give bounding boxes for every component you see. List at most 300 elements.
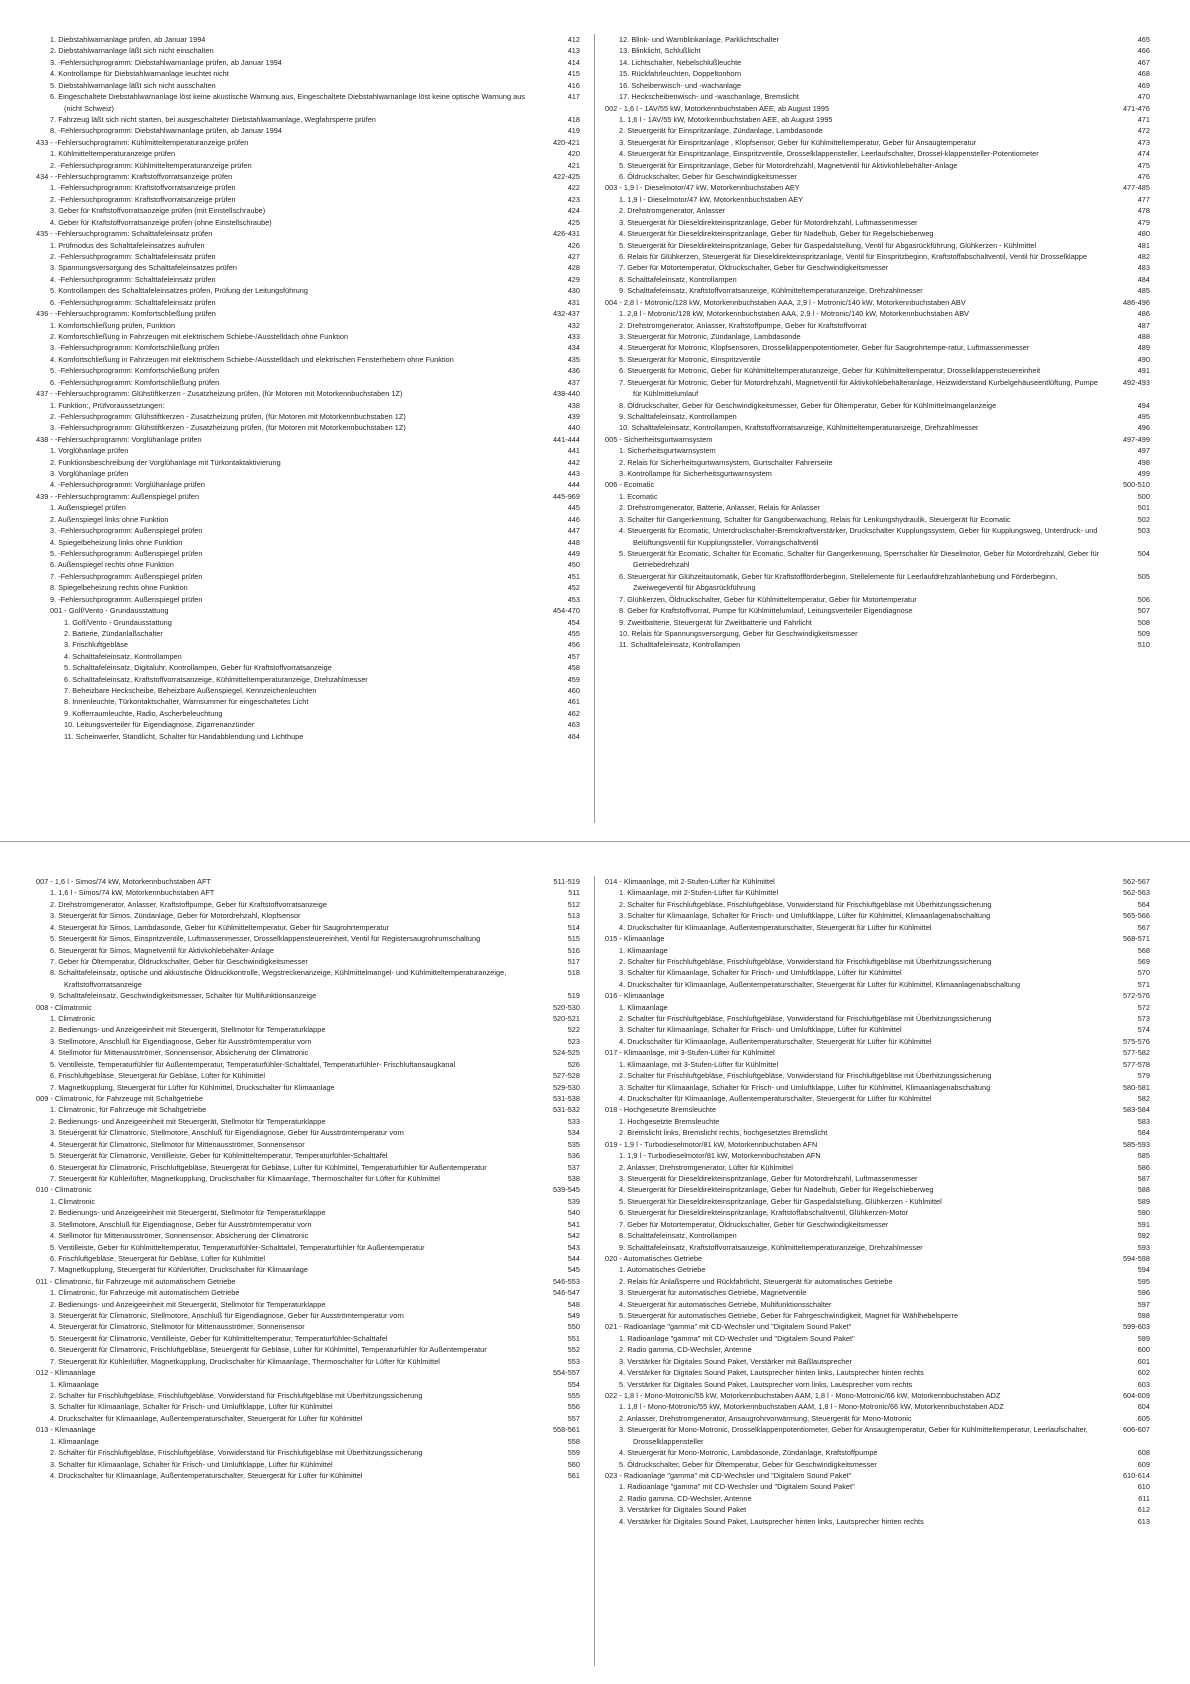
toc-entry[interactable] <box>36 548 580 559</box>
toc-entry[interactable] <box>36 34 580 45</box>
toc-entry-page-number: 531-538 <box>552 1094 580 1104</box>
toc-entry[interactable] <box>605 1070 1150 1081</box>
toc-entry-page-number: 431 <box>567 297 580 307</box>
toc-entry[interactable] <box>605 1230 1150 1241</box>
toc-entry[interactable] <box>36 354 580 365</box>
toc-entry-page-number: 476 <box>1137 172 1150 182</box>
toc-entry[interactable] <box>605 594 1150 605</box>
toc-entry[interactable] <box>605 297 1150 308</box>
toc-entry[interactable] <box>36 1367 580 1378</box>
toc-entry-page-number: 487 <box>1137 320 1150 330</box>
toc-entry[interactable] <box>36 1470 580 1481</box>
toc-entry[interactable] <box>36 571 580 582</box>
toc-entry[interactable] <box>36 582 580 593</box>
toc-entry[interactable] <box>36 1013 580 1024</box>
toc-entry[interactable] <box>36 719 580 730</box>
toc-entry[interactable] <box>36 308 580 319</box>
toc-entry-page-number: 598 <box>1137 1311 1150 1321</box>
toc-entry[interactable] <box>36 1310 580 1321</box>
toc-entry[interactable] <box>36 956 580 967</box>
toc-entry-title: 016 - Klimaanlage <box>605 991 665 1001</box>
toc-entry[interactable] <box>36 1127 580 1138</box>
toc-entry-title: 5. Verstärker für Digitales Sound Paket, Lautsprecher vorn links, Lautsprecher vorn rechts <box>619 1379 913 1389</box>
toc-entry[interactable] <box>36 1242 580 1253</box>
toc-entry[interactable] <box>605 354 1150 365</box>
toc-entry[interactable] <box>36 617 580 628</box>
toc-entry[interactable] <box>605 457 1150 468</box>
toc-entry[interactable] <box>605 1470 1150 1481</box>
toc-entry[interactable] <box>36 1401 580 1412</box>
toc-entry[interactable] <box>605 1516 1150 1527</box>
toc-entry-title: 2. Relais für Sicherheitsgurtwarnsystem, Gurtschalter Fahrerseite <box>619 457 833 467</box>
toc-entry-page-number: 558 <box>567 1436 580 1446</box>
toc-entry-page-number: 443 <box>567 469 580 479</box>
toc-entry[interactable] <box>36 1436 580 1447</box>
toc-entry-title: 019 - 1,9 l - Turbodieselmotor/81 kW, Motorkennbuchstaben AFN <box>605 1139 818 1149</box>
toc-entry[interactable] <box>605 1504 1150 1515</box>
toc-entry[interactable] <box>605 514 1150 525</box>
toc-entry-title: 4. Steuergerät für Motronic, Klopfsensoren, Drosselklappenpotentiometer, Geber für Saugrohrtempe-ratur, Luftmassenmesser <box>619 343 1030 353</box>
toc-entry[interactable] <box>605 182 1150 193</box>
toc-entry[interactable] <box>605 1082 1150 1093</box>
toc-entry[interactable] <box>605 342 1150 353</box>
toc-entry-title: 9. Schalttafeleinsatz, Kraftstoffvorratsanzeige, Kühlmitteltemperaturanzeige, Drehzahlmesser <box>619 286 923 296</box>
toc-entry[interactable] <box>36 342 580 353</box>
toc-entry[interactable] <box>605 1299 1150 1310</box>
toc-entry[interactable] <box>605 1287 1150 1298</box>
toc-entry[interactable] <box>36 1390 580 1401</box>
toc-entry[interactable] <box>605 605 1150 616</box>
toc-entry-title: 2. Bedienungs- und Anzeigeeinheit mit Steuergerät, Stellmotor für Temperaturklappe <box>50 1116 326 1126</box>
toc-entry-title: 1. Klimaanlage, mit 2-Stufen-Lüfter für Kühlmittel <box>619 888 779 898</box>
toc-entry[interactable] <box>36 1002 580 1013</box>
toc-entry[interactable] <box>36 217 580 228</box>
toc-entry[interactable] <box>36 1070 580 1081</box>
toc-entry[interactable] <box>605 1459 1150 1470</box>
toc-entry-page-number: 438-440 <box>552 389 580 399</box>
toc-entry-page-number: 542 <box>567 1231 580 1241</box>
toc-entry[interactable] <box>605 617 1150 628</box>
toc-entry[interactable] <box>605 262 1150 273</box>
toc-entry[interactable] <box>605 1047 1150 1058</box>
toc-list <box>36 34 580 742</box>
toc-entry[interactable] <box>605 137 1150 148</box>
toc-entry[interactable] <box>36 331 580 342</box>
toc-entry-page-number: 505 <box>1137 571 1150 581</box>
toc-entry[interactable] <box>36 1196 580 1207</box>
toc-entry[interactable] <box>36 1413 580 1424</box>
toc-entry[interactable] <box>36 1219 580 1230</box>
toc-entry[interactable] <box>605 240 1150 251</box>
toc-entry[interactable] <box>36 1184 580 1195</box>
toc-entry[interactable] <box>36 57 580 68</box>
toc-entry[interactable] <box>36 887 580 898</box>
toc-entry[interactable] <box>36 1116 580 1127</box>
toc-entry[interactable] <box>605 1344 1150 1355</box>
toc-entry-title: 4. Schalttafeleinsatz, Kontrollampen <box>64 651 182 661</box>
toc-entry[interactable] <box>605 422 1150 433</box>
toc-entry[interactable] <box>36 320 580 331</box>
toc-entry-title: 3. Schalter für Klimaanlage, Schalter für Frisch- und Umluftklappe, Lüfter für Kühlmittel <box>619 1025 902 1035</box>
toc-entry-page-number: 511-519 <box>553 877 580 886</box>
toc-entry[interactable] <box>605 1310 1150 1321</box>
toc-entry[interactable] <box>36 240 580 251</box>
toc-entry[interactable] <box>36 1253 580 1264</box>
toc-entry[interactable] <box>36 160 580 171</box>
toc-entry-title: 1. Klimaanlage <box>50 1436 99 1446</box>
toc-entry-title: 5. Kontrollampen des Schalttafeleinsatzes prüfen, Prüfung der Leitungsführung <box>50 286 308 296</box>
toc-entry[interactable] <box>36 967 580 990</box>
toc-entry[interactable] <box>605 1024 1150 1035</box>
toc-entry-page-number: 583 <box>1137 1116 1150 1126</box>
toc-entry[interactable] <box>605 1242 1150 1253</box>
toc-entry[interactable] <box>36 628 580 639</box>
toc-entry-title: 015 - Klimaanlage <box>605 934 665 944</box>
toc-entry[interactable] <box>36 1047 580 1058</box>
toc-entry[interactable] <box>605 910 1150 921</box>
toc-entry[interactable] <box>605 1356 1150 1367</box>
toc-entry[interactable] <box>36 910 580 921</box>
toc-entry[interactable] <box>605 1173 1150 1184</box>
toc-entry[interactable] <box>605 160 1150 171</box>
toc-entry-title: 433 - -Fehlersuchprogramm: Kühlmitteltemperaturanzeige prüfen <box>36 137 249 147</box>
toc-entry[interactable] <box>36 1356 580 1367</box>
toc-entry[interactable] <box>36 514 580 525</box>
toc-entry[interactable] <box>36 251 580 262</box>
toc-entry[interactable] <box>36 1104 580 1115</box>
toc-entry[interactable] <box>605 1493 1150 1504</box>
toc-entry-title: 15. Rückfahrleuchten, Doppeltonhorn <box>619 69 742 79</box>
toc-entry[interactable] <box>36 1321 580 1332</box>
toc-entry[interactable] <box>36 171 580 182</box>
toc-entry[interactable] <box>36 205 580 216</box>
toc-entry-title: 2. Radio gamma, CD-Wechsler, Antenne <box>619 1345 752 1355</box>
toc-entry[interactable] <box>605 1481 1150 1492</box>
toc-entry-page-number: 460 <box>567 686 580 696</box>
toc-entry[interactable] <box>36 400 580 411</box>
toc-entry[interactable] <box>36 651 580 662</box>
toc-entry[interactable] <box>605 365 1150 376</box>
toc-entry[interactable] <box>605 1321 1150 1332</box>
toc-entry[interactable] <box>36 274 580 285</box>
toc-entry[interactable] <box>36 605 580 616</box>
toc-entry[interactable] <box>36 708 580 719</box>
toc-entry[interactable] <box>36 899 580 910</box>
toc-entry-page-number: 501 <box>1137 503 1150 513</box>
toc-entry[interactable] <box>36 285 580 296</box>
toc-entry-title: 2. Bedienungs- und Anzeigeeinheit mit Steuergerät, Stellmotor für Temperaturklappe <box>50 1299 326 1309</box>
toc-entry-page-number: 448 <box>567 537 580 547</box>
toc-entry[interactable] <box>36 137 580 148</box>
toc-entry[interactable] <box>605 400 1150 411</box>
toc-entry-title: 3. -Fehlersuchprogramm: Diebstahlwarnanlage prüfen, ab Januar 1994 <box>50 57 282 67</box>
toc-entry[interactable] <box>605 1447 1150 1458</box>
toc-entry[interactable] <box>605 922 1150 933</box>
toc-entry[interactable] <box>36 696 580 707</box>
toc-entry-page-number: 572 <box>1137 1002 1150 1012</box>
toc-entry[interactable] <box>605 1093 1150 1104</box>
toc-entry[interactable] <box>605 525 1150 548</box>
toc-entry[interactable] <box>36 1173 580 1184</box>
toc-entry-page-number: 551 <box>567 1333 580 1343</box>
toc-entry[interactable] <box>605 479 1150 490</box>
toc-entry[interactable] <box>36 1333 580 1344</box>
toc-entry[interactable] <box>605 1196 1150 1207</box>
toc-entry[interactable] <box>605 1401 1150 1412</box>
toc-entry[interactable] <box>605 285 1150 296</box>
toc-entry[interactable] <box>605 171 1150 182</box>
toc-entry-page-number: 599-603 <box>1122 1322 1150 1332</box>
toc-entry[interactable] <box>605 308 1150 319</box>
toc-entry[interactable] <box>36 1287 580 1298</box>
toc-entry[interactable] <box>36 262 580 273</box>
toc-entry[interactable] <box>605 1367 1150 1378</box>
toc-entry[interactable] <box>36 445 580 456</box>
toc-entry[interactable] <box>36 457 580 468</box>
toc-entry[interactable] <box>36 1093 580 1104</box>
toc-entry[interactable] <box>605 1013 1150 1024</box>
toc-entry-page-number: 520-530 <box>552 1002 580 1012</box>
toc-entry[interactable] <box>36 537 580 548</box>
toc-entry[interactable] <box>36 68 580 79</box>
toc-entry[interactable] <box>36 1036 580 1047</box>
toc-entry[interactable] <box>36 479 580 490</box>
toc-entry-page-number: 463 <box>567 720 580 730</box>
toc-entry[interactable] <box>605 1184 1150 1195</box>
toc-entry[interactable] <box>36 411 580 422</box>
toc-entry[interactable] <box>36 559 580 570</box>
toc-entry-page-number: 478 <box>1137 206 1150 216</box>
toc-entry[interactable] <box>605 628 1150 639</box>
toc-entry[interactable] <box>605 548 1150 571</box>
toc-entry[interactable] <box>36 990 580 1001</box>
toc-entry[interactable] <box>36 365 580 376</box>
toc-entry[interactable] <box>36 1299 580 1310</box>
toc-entry[interactable] <box>605 148 1150 159</box>
toc-entry[interactable] <box>605 205 1150 216</box>
toc-entry-page-number: 549 <box>567 1311 580 1321</box>
toc-entry[interactable] <box>605 1059 1150 1070</box>
toc-entry[interactable] <box>605 1036 1150 1047</box>
toc-entry[interactable] <box>605 979 1150 990</box>
toc-entry[interactable] <box>605 876 1150 887</box>
toc-entry[interactable] <box>36 1459 580 1470</box>
toc-entry-title: 4. Geber für Kraftstoffvorratsanzeige prüfen (ohne Einstellschraube) <box>50 217 272 227</box>
toc-entry[interactable] <box>605 125 1150 136</box>
toc-entry[interactable] <box>36 125 580 136</box>
toc-entry[interactable] <box>605 502 1150 513</box>
toc-entry[interactable] <box>605 899 1150 910</box>
toc-entry-page-number: 445-969 <box>552 491 580 501</box>
toc-entry[interactable] <box>605 434 1150 445</box>
toc-entry[interactable] <box>605 956 1150 967</box>
toc-entry[interactable] <box>36 114 580 125</box>
toc-entry[interactable] <box>36 1379 580 1390</box>
toc-entry[interactable] <box>605 1127 1150 1138</box>
toc-entry-title: 3. Stellmotore, Anschluß für Eigendiagnose, Geber für Ausströmtemperatur vorn <box>50 1219 312 1229</box>
toc-entry-page-number: 412 <box>567 35 580 44</box>
toc-entry[interactable] <box>36 1059 580 1070</box>
toc-entry[interactable] <box>36 228 580 239</box>
toc-entry-page-number: 514 <box>567 922 580 932</box>
toc-entry[interactable] <box>36 91 580 114</box>
toc-entry-page-number: 464 <box>567 731 580 741</box>
toc-entry[interactable] <box>605 1276 1150 1287</box>
toc-entry-title: 7. Geber für Motortemperatur, Öldruckschalter, Geber für Geschwindigkeitsmesser <box>619 263 889 273</box>
toc-entry-page-number: 422 <box>567 183 580 193</box>
toc-entry-title: 3. Schalter für Klimaanlage, Schalter für Frisch- und Umluftklappe, Lüfter für Kühlmittel <box>50 1459 333 1469</box>
toc-entry-page-number: 585-593 <box>1122 1139 1150 1149</box>
toc-entry-title: 3. Steuergerät für Dieseldirekteinspritzanlage, Geber für Motordrehzahl, Luftmassenmesser <box>619 1173 918 1183</box>
toc-entry-title: 3. Steuergerät für Motronic, Zündanlage, Lambdasonde <box>619 331 801 341</box>
toc-entry-title: 1. Diebstahlwarnanlage prüfen, ab Januar 1994 <box>50 35 206 44</box>
toc-entry[interactable] <box>605 1390 1150 1401</box>
toc-entry[interactable] <box>605 1333 1150 1344</box>
toc-entry-title: 3. Verstärker für Digitales Sound Paket, Verstärker mit Baßlautsprecher <box>619 1356 852 1366</box>
toc-entry[interactable] <box>36 491 580 502</box>
toc-entry[interactable] <box>36 876 580 887</box>
toc-entry[interactable] <box>36 1344 580 1355</box>
toc-entry[interactable] <box>36 194 580 205</box>
toc-entry[interactable] <box>36 1264 580 1275</box>
toc-entry-title: 2. Drehstromgenerator, Anlasser, Kraftstoffpumpe, Geber für Kraftstoffvorrat <box>619 320 867 330</box>
toc-entry-page-number: 428 <box>567 263 580 273</box>
toc-entry[interactable] <box>36 388 580 399</box>
toc-entry[interactable] <box>36 1230 580 1241</box>
toc-entry[interactable] <box>36 182 580 193</box>
toc-entry-page-number: 456 <box>567 640 580 650</box>
toc-entry[interactable] <box>36 297 580 308</box>
toc-entry-page-number: 594-598 <box>1122 1253 1150 1263</box>
toc-entry-title: 2. -Fehlersuchprogramm: Kraftstoffvorratsanzeige prüfen <box>50 194 236 204</box>
toc-entry[interactable] <box>36 1424 580 1435</box>
toc-list <box>605 34 1150 651</box>
toc-entry[interactable] <box>36 731 580 742</box>
toc-entry-title: 6. Frischluftgebläse, Steuergerät für Gebläse, Lüfter für Kühlmittel <box>50 1071 266 1081</box>
toc-entry[interactable] <box>36 422 580 433</box>
toc-entry[interactable] <box>605 933 1150 944</box>
toc-entry[interactable] <box>605 571 1150 594</box>
toc-entry[interactable] <box>36 1082 580 1093</box>
toc-entry[interactable] <box>605 1219 1150 1230</box>
toc-entry[interactable] <box>605 1424 1150 1447</box>
toc-entry[interactable] <box>605 34 1150 45</box>
toc-entry[interactable] <box>36 662 580 673</box>
toc-entry[interactable] <box>36 674 580 685</box>
toc-entry[interactable] <box>605 491 1150 502</box>
toc-entry[interactable] <box>605 411 1150 422</box>
toc-entry[interactable] <box>36 525 580 536</box>
toc-entry[interactable] <box>36 594 580 605</box>
toc-entry[interactable] <box>605 251 1150 262</box>
toc-entry[interactable] <box>36 1024 580 1035</box>
toc-entry[interactable] <box>36 468 580 479</box>
toc-entry[interactable] <box>605 887 1150 898</box>
toc-entry[interactable] <box>605 1413 1150 1424</box>
toc-entry[interactable] <box>605 1116 1150 1127</box>
toc-entry-page-number: 441 <box>567 446 580 456</box>
toc-entry[interactable] <box>605 320 1150 331</box>
toc-entry[interactable] <box>36 1276 580 1287</box>
toc-entry[interactable] <box>605 1264 1150 1275</box>
toc-entry-title: 010 - Climatronic <box>36 1185 92 1195</box>
toc-entry[interactable] <box>605 228 1150 239</box>
toc-entry[interactable] <box>36 377 580 388</box>
toc-entry[interactable] <box>605 1104 1150 1115</box>
toc-entry-title: 1. 2,8 l - Motronic/128 kW, Motorkennbuchstaben AAA, 2,9 l - Motronic/140 kW, Motorkennbuchstaben ABV <box>619 309 970 319</box>
toc-entry[interactable] <box>605 1207 1150 1218</box>
toc-entry[interactable] <box>605 80 1150 91</box>
toc-entry-title: 10. Relais für Spannungsversorgung, Geber für Geschwindigkeitsmesser <box>619 628 858 638</box>
toc-entry[interactable] <box>605 194 1150 205</box>
toc-entry-page-number: 599 <box>1137 1333 1150 1343</box>
toc-entry[interactable] <box>36 1447 580 1458</box>
toc-entry-title: 6. Öldruckschalter, Geber für Geschwindigkeitsmesser <box>619 172 797 182</box>
toc-entry[interactable] <box>605 103 1150 114</box>
toc-entry[interactable] <box>605 1253 1150 1264</box>
toc-entry[interactable] <box>605 57 1150 68</box>
toc-entry-page-number: 445 <box>567 503 580 513</box>
toc-entry[interactable] <box>36 1162 580 1173</box>
toc-entry[interactable] <box>36 1139 580 1150</box>
toc-entry[interactable] <box>605 1002 1150 1013</box>
toc-entry[interactable] <box>36 45 580 56</box>
toc-entry[interactable] <box>36 639 580 650</box>
toc-entry[interactable] <box>605 1162 1150 1173</box>
toc-entry-title: 3. Stellmotore, Anschluß für Eigendiagnose, Geber für Ausströmtemperatur vorn <box>50 1036 312 1046</box>
toc-entry[interactable] <box>36 685 580 696</box>
toc-entry[interactable] <box>605 1139 1150 1150</box>
toc-entry[interactable] <box>605 377 1150 400</box>
toc-entry[interactable] <box>36 945 580 956</box>
toc-entry[interactable] <box>605 91 1150 102</box>
toc-entry[interactable] <box>605 45 1150 56</box>
toc-entry[interactable] <box>605 331 1150 342</box>
toc-entry-page-number: 496 <box>1137 423 1150 433</box>
toc-entry[interactable] <box>36 148 580 159</box>
toc-entry[interactable] <box>605 68 1150 79</box>
toc-entry[interactable] <box>36 80 580 91</box>
toc-entry-title: 009 - Climatronic, für Fahrzeuge mit Schaltgetriebe <box>36 1094 203 1104</box>
toc-entry-page-number: 555 <box>567 1390 580 1400</box>
toc-entry[interactable] <box>36 502 580 513</box>
toc-entry[interactable] <box>36 1150 580 1161</box>
toc-entry[interactable] <box>605 967 1150 978</box>
toc-entry[interactable] <box>605 217 1150 228</box>
toc-entry-page-number: 567 <box>1137 922 1150 932</box>
toc-entry[interactable] <box>605 114 1150 125</box>
toc-entry[interactable] <box>36 933 580 944</box>
toc-entry[interactable] <box>36 1207 580 1218</box>
toc-entry[interactable] <box>605 1379 1150 1390</box>
toc-entry-page-number: 534 <box>567 1128 580 1138</box>
toc-entry[interactable] <box>605 1150 1150 1161</box>
toc-entry[interactable] <box>605 990 1150 1001</box>
toc-entry-page-number: 469 <box>1137 80 1150 90</box>
toc-entry-page-number: 573 <box>1137 1014 1150 1024</box>
toc-entry[interactable] <box>605 445 1150 456</box>
toc-entry-title: 1. Klimaanlage <box>619 945 668 955</box>
toc-entry[interactable] <box>605 468 1150 479</box>
toc-entry[interactable] <box>36 434 580 445</box>
toc-column-right <box>595 34 1164 823</box>
toc-entry[interactable] <box>605 945 1150 956</box>
toc-entry[interactable] <box>36 922 580 933</box>
scanned-page <box>0 842 1190 1684</box>
toc-entry[interactable] <box>605 274 1150 285</box>
toc-entry[interactable] <box>605 639 1150 650</box>
toc-entry-title: 3. Schalter für Klimaanlage, Schalter für Frisch- und Umluftklappe, Lüfter für Kühlmittel, Klimaanlagenabschaltung <box>619 1082 991 1092</box>
